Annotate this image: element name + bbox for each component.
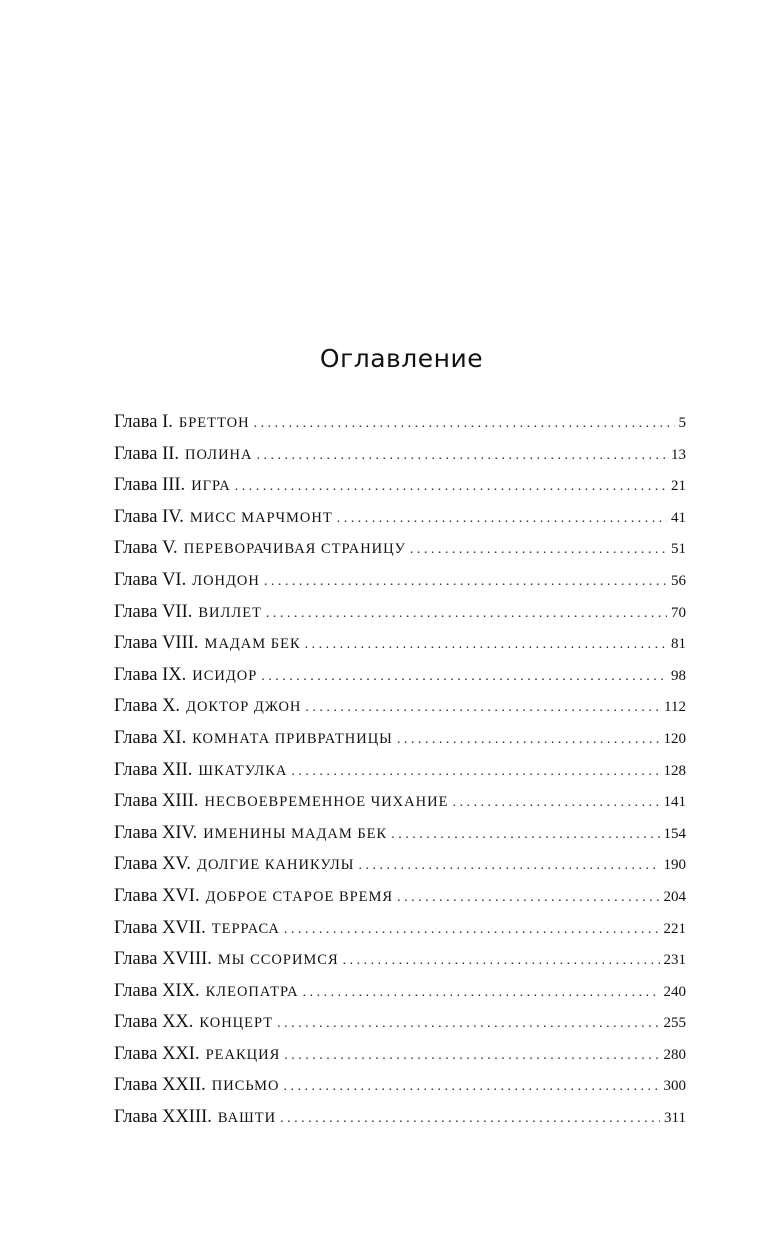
dot-leader — [305, 692, 660, 724]
dot-leader — [343, 945, 660, 977]
chapter-label: Глава XI. — [114, 727, 187, 748]
chapter-title: МИСС МАРЧМОНТ — [189, 509, 333, 526]
toc-entry[interactable] — [114, 786, 686, 818]
chapter-title: ДОЛГИЕ КАНИКУЛЫ — [197, 857, 355, 874]
dot-leader — [337, 503, 667, 535]
chapter-title: ШКАТУЛКА — [198, 762, 288, 779]
dot-leader — [266, 598, 667, 630]
chapter-label: Глава XVIII. — [114, 949, 212, 970]
chapter-label: Глава VI. — [114, 569, 187, 590]
page-number: 41 — [671, 509, 686, 526]
chapter-title: БРЕТТОН — [178, 415, 250, 431]
chapter-label: Глава VII. — [114, 601, 193, 622]
toc-entry[interactable] — [114, 1070, 686, 1102]
dot-leader — [284, 1040, 659, 1072]
toc-entry[interactable] — [114, 1039, 686, 1071]
chapter-title: КОНЦЕРТ — [199, 1015, 274, 1032]
dot-leader — [358, 850, 659, 882]
page-number: 141 — [663, 794, 686, 811]
chapter-title: ИГРА — [191, 478, 231, 495]
page-number: 190 — [663, 857, 686, 874]
chapter-label: Глава XXI. — [114, 1043, 200, 1064]
chapter-title: ДОБРОЕ СТАРОЕ ВРЕМЯ — [205, 888, 394, 905]
toc-entry[interactable] — [114, 533, 686, 565]
chapter-title: РЕАКЦИЯ — [205, 1046, 281, 1063]
page-number: 311 — [664, 1110, 686, 1127]
dot-leader — [291, 756, 659, 788]
page-number: 231 — [663, 952, 686, 969]
toc-entry[interactable] — [114, 1102, 686, 1134]
chapter-title: ИСИДОР — [192, 667, 258, 684]
chapter-label: Глава XV. — [114, 854, 192, 875]
chapter-label: Глава X. — [114, 696, 181, 717]
page-number: 280 — [663, 1046, 686, 1063]
dot-leader — [397, 882, 659, 914]
chapter-label: Глава XIV. — [114, 822, 198, 843]
dot-leader — [264, 566, 667, 598]
chapter-title: ДОКТОР ДЖОН — [186, 699, 302, 716]
table-of-contents — [114, 407, 686, 1134]
toc-entry[interactable] — [114, 628, 686, 660]
toc-entry[interactable] — [114, 944, 686, 976]
chapter-label: Глава V. — [114, 538, 178, 559]
page-number: 300 — [663, 1078, 686, 1095]
chapter-title: ПЕРЕВОРАЧИВАЯ СТРАНИЦУ — [183, 541, 406, 558]
dot-leader — [397, 724, 660, 756]
toc-entry[interactable] — [114, 913, 686, 945]
chapter-label: Глава XIX. — [114, 980, 200, 1001]
page-number: 255 — [663, 1015, 686, 1032]
chapter-title: ПИСЬМО — [211, 1078, 280, 1095]
toc-entry[interactable] — [114, 407, 686, 439]
chapter-label: Глава XX. — [114, 1012, 194, 1033]
page-number: 112 — [664, 699, 686, 716]
chapter-label: Глава I. — [114, 412, 173, 432]
page-number: 154 — [663, 825, 686, 842]
page-number: 5 — [678, 415, 686, 431]
toc-entry[interactable] — [114, 597, 686, 629]
dot-leader — [452, 787, 659, 819]
dot-leader — [261, 661, 667, 693]
chapter-label: Глава IV. — [114, 506, 184, 527]
dot-leader — [254, 408, 675, 440]
toc-entry[interactable] — [114, 755, 686, 787]
toc-entry[interactable] — [114, 976, 686, 1008]
chapter-title: ВИЛЛЕТ — [198, 604, 262, 621]
chapter-label: Глава XXII. — [114, 1075, 206, 1096]
toc-entry[interactable] — [114, 1007, 686, 1039]
chapter-title: НЕСВОЕВРЕМЕННОЕ ЧИХАНИЕ — [204, 794, 449, 811]
page-number: 221 — [663, 920, 686, 937]
chapter-label: Глава XVII. — [114, 917, 206, 938]
dot-leader — [391, 819, 659, 851]
page-number: 98 — [671, 667, 686, 684]
toc-entry[interactable] — [114, 723, 686, 755]
page-title: Оглавление — [319, 344, 484, 373]
chapter-title: ПОЛИНА — [185, 446, 253, 463]
dot-leader — [283, 1071, 659, 1103]
chapter-label: Глава XVI. — [114, 885, 200, 906]
toc-entry[interactable] — [114, 660, 686, 692]
page-number: 240 — [663, 983, 686, 1000]
page-number: 204 — [663, 888, 686, 905]
page-number: 120 — [663, 730, 686, 747]
dot-leader — [303, 977, 660, 1009]
chapter-label: Глава III. — [114, 475, 186, 496]
dot-leader — [257, 440, 667, 472]
toc-entry[interactable] — [114, 502, 686, 534]
chapter-title: ТЕРРАСА — [211, 920, 280, 937]
chapter-title: КЛЕОПАТРА — [205, 983, 299, 1000]
dot-leader — [280, 1103, 660, 1135]
chapter-label: Глава XIII. — [114, 791, 199, 812]
page-number: 81 — [671, 636, 686, 653]
page-number: 51 — [671, 541, 686, 558]
dot-leader — [235, 471, 667, 503]
dot-leader — [305, 629, 667, 661]
toc-entry[interactable] — [114, 470, 686, 502]
dot-leader — [277, 1008, 659, 1040]
chapter-title: ВАШТИ — [217, 1110, 277, 1127]
dot-leader — [410, 534, 667, 566]
chapter-label: Глава XII. — [114, 759, 193, 780]
chapter-title: КОМНАТА ПРИВРАТНИЦЫ — [192, 730, 393, 747]
chapter-label: Глава XXIII. — [114, 1107, 212, 1128]
page-number: 21 — [671, 478, 686, 495]
page-number: 128 — [663, 762, 686, 779]
dot-leader — [284, 914, 660, 946]
page-number: 13 — [671, 446, 686, 463]
chapter-title: МЫ ССОРИМСЯ — [217, 952, 339, 969]
toc-entry[interactable] — [114, 849, 686, 881]
page-number: 70 — [671, 604, 686, 621]
chapter-label: Глава VIII. — [114, 633, 199, 654]
chapter-title: МАДАМ БЕК — [204, 636, 301, 653]
toc-entry[interactable] — [114, 439, 686, 471]
chapter-title: ЛОНДОН — [192, 572, 260, 589]
toc-entry[interactable] — [114, 565, 686, 597]
chapter-label: Глава II. — [114, 443, 180, 464]
chapter-title: ИМЕНИНЫ МАДАМ БЕК — [203, 825, 388, 842]
chapter-label: Глава IX. — [114, 664, 187, 685]
page-number: 56 — [671, 572, 686, 589]
toc-entry[interactable] — [114, 691, 686, 723]
toc-entry[interactable] — [114, 881, 686, 913]
toc-entry[interactable] — [114, 818, 686, 850]
